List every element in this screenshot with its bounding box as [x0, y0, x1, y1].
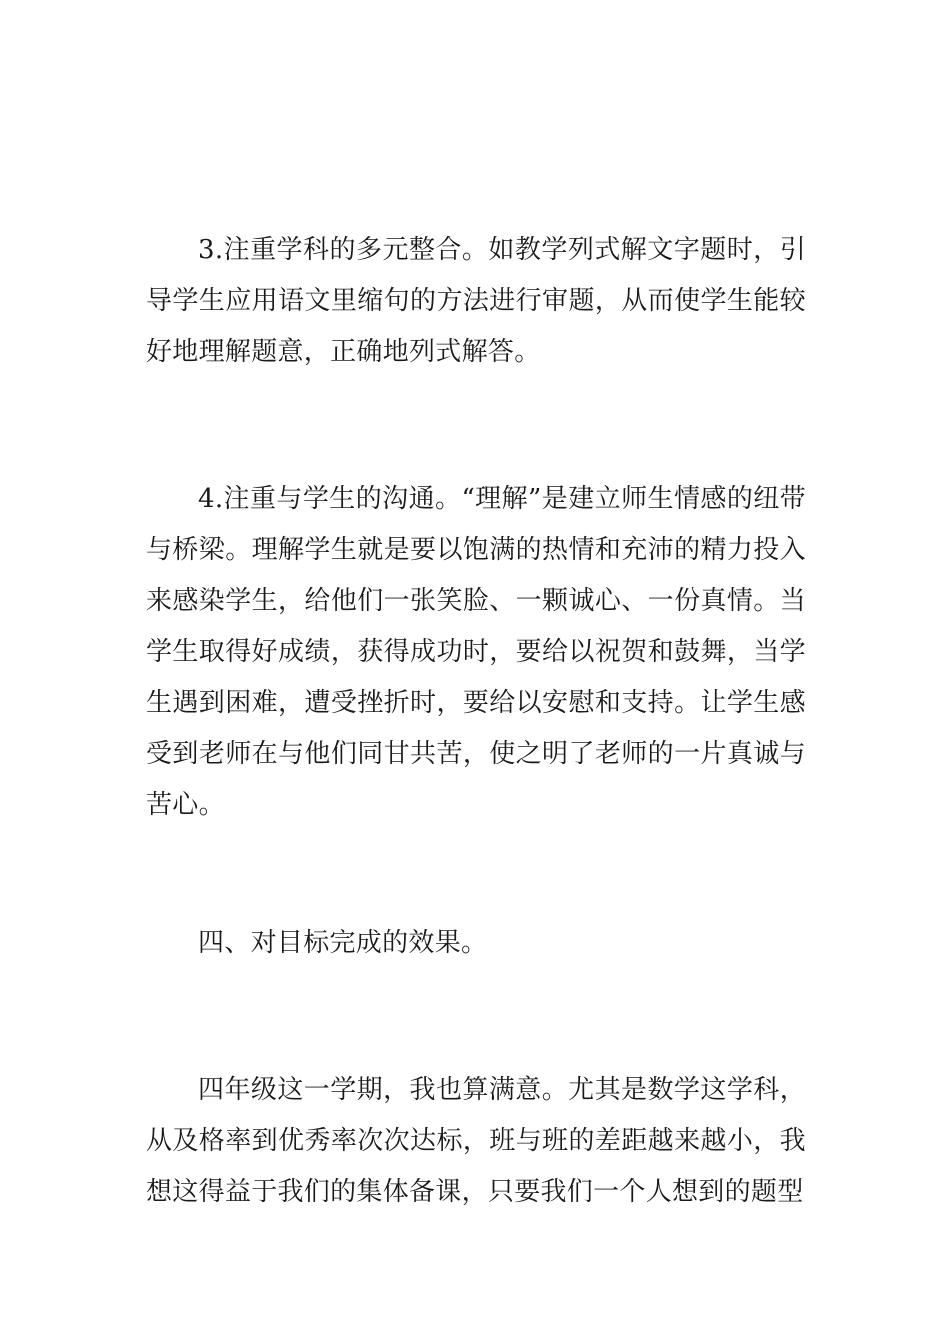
paragraph-subject-integration: 3.注重学科的多元整合。如教学列式解文字题时，引导学生应用语文里缩句的方法进行审题，从而使学生能较好地理解题意，正确地列式解答。 [146, 235, 806, 367]
paragraph-grade-four-results: 四年级这一学期，我也算满意。尤其是数学这学科，从及格率到优秀率次次达标，班与班的差距越来越小，我想这得益于我们的集体备课，只要我们一个人想到的题型 [146, 1075, 806, 1207]
paragraph-student-communication: 4.注重与学生的沟通。“理解”是建立师生情感的纽带与桥梁。理解学生就是要以饱满的热情和充沛的精力投入来感染学生，给他们一张笑脸、一颗诚心、一份真情。当学生取得好成绩，获得成功时，要给以祝贺和鼓舞，当学生遇到困难，遭受挫折时，要给以安慰和支持。让学生感受到老师在与他们同甘共苦，使之明了老师的一片真诚与苦心。 [146, 484, 806, 820]
section-heading-goal-results: 四、对目标完成的效果。 [198, 928, 488, 958]
